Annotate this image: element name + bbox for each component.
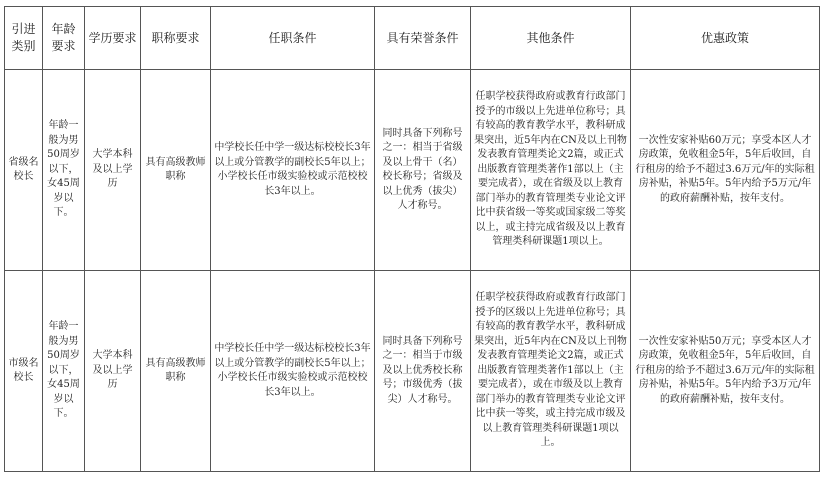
cell-age: 年龄一般为男50周岁以下，女45周岁以下。 <box>43 271 85 472</box>
cell-other: 任职学校获得政府或教育行政部门授予的区级以上先进单位称号；具有较高的教育教学水平，教科研成果突出，近5年内在CN及以上刊物发表教育管理类论文2篇，或正式出版教育管理类著作1部以上（主要完成者），或在市级及以上教育部门举办的教育管理类专业论文评比中获一等奖，或主持完成市级及以上教育管理类科研课题1项以上。 <box>471 271 631 472</box>
cell-category: 省级名校长 <box>5 70 43 271</box>
cell-education: 大学本科及以上学历 <box>85 70 141 271</box>
cell-title: 具有高级教师职称 <box>141 271 211 472</box>
table-row <box>5 70 820 271</box>
cell-position: 中学校长任中学一级达标校校长3年以上或分管教学的副校长5年以上；小学校长任市级实验校或示范校校长3年以上。 <box>211 70 375 271</box>
header-category: 引进类别 <box>5 7 43 70</box>
cell-other: 任职学校获得政府或教育行政部门授予的市级以上先进单位称号；具有较高的教育教学水平，教科研成果突出，近5年内在CN及以上刊物发表教育管理类论文2篇，或正式出版教育管理类著作1部以上（主要完成者），或在省级及以上教育部门举办的教育管理类专业论文评比中获省级一等奖或国家级二等奖以上，或主持完成省级及以上教育管理类科研课题1项以上。 <box>471 70 631 271</box>
header-policy: 优惠政策 <box>631 7 820 70</box>
cell-category: 市级名校长 <box>5 271 43 472</box>
header-title: 职称要求 <box>141 7 211 70</box>
header-honor: 具有荣誉条件 <box>375 7 471 70</box>
cell-honor: 同时具备下列称号之一：相当于市级及以上优秀校长称号；市级优秀（拔尖）人才称号。 <box>375 271 471 472</box>
cell-title: 具有高级教师职称 <box>141 70 211 271</box>
cell-age: 年龄一般为男50周岁以下，女45周岁以下。 <box>43 70 85 271</box>
header-row <box>5 7 820 70</box>
header-education: 学历要求 <box>85 7 141 70</box>
cell-honor: 同时具备下列称号之一：相当于省级及以上骨干（名）校长称号；省级及以上优秀（拔尖）人才称号。 <box>375 70 471 271</box>
cell-education: 大学本科及以上学历 <box>85 271 141 472</box>
recruitment-table <box>4 6 820 472</box>
header-position: 任职条件 <box>211 7 375 70</box>
header-other: 其他条件 <box>471 7 631 70</box>
cell-policy: 一次性安家补贴50万元；享受本区人才房政策，免收租金5年，5年后收回，自行租房的给予不超过3.6万元/年的实际租房补贴，补贴5年。5年内给予3万元/年的政府薪酬补贴，按年支付。 <box>631 271 820 472</box>
recruitment-table-container <box>4 6 820 472</box>
table-row <box>5 271 820 472</box>
header-age: 年龄要求 <box>43 7 85 70</box>
cell-position: 中学校长任中学一级达标校校长3年以上或分管教学的副校长5年以上；小学校长任市级实验校或示范校校长3年以上。 <box>211 271 375 472</box>
cell-policy: 一次性安家补贴60万元；享受本区人才房政策，免收租金5年，5年后收回，自行租房的给予不超过3.6万元/年的实际租房补贴，补贴5年。5年内给予5万元/年的政府薪酬补贴，按年支付。 <box>631 70 820 271</box>
